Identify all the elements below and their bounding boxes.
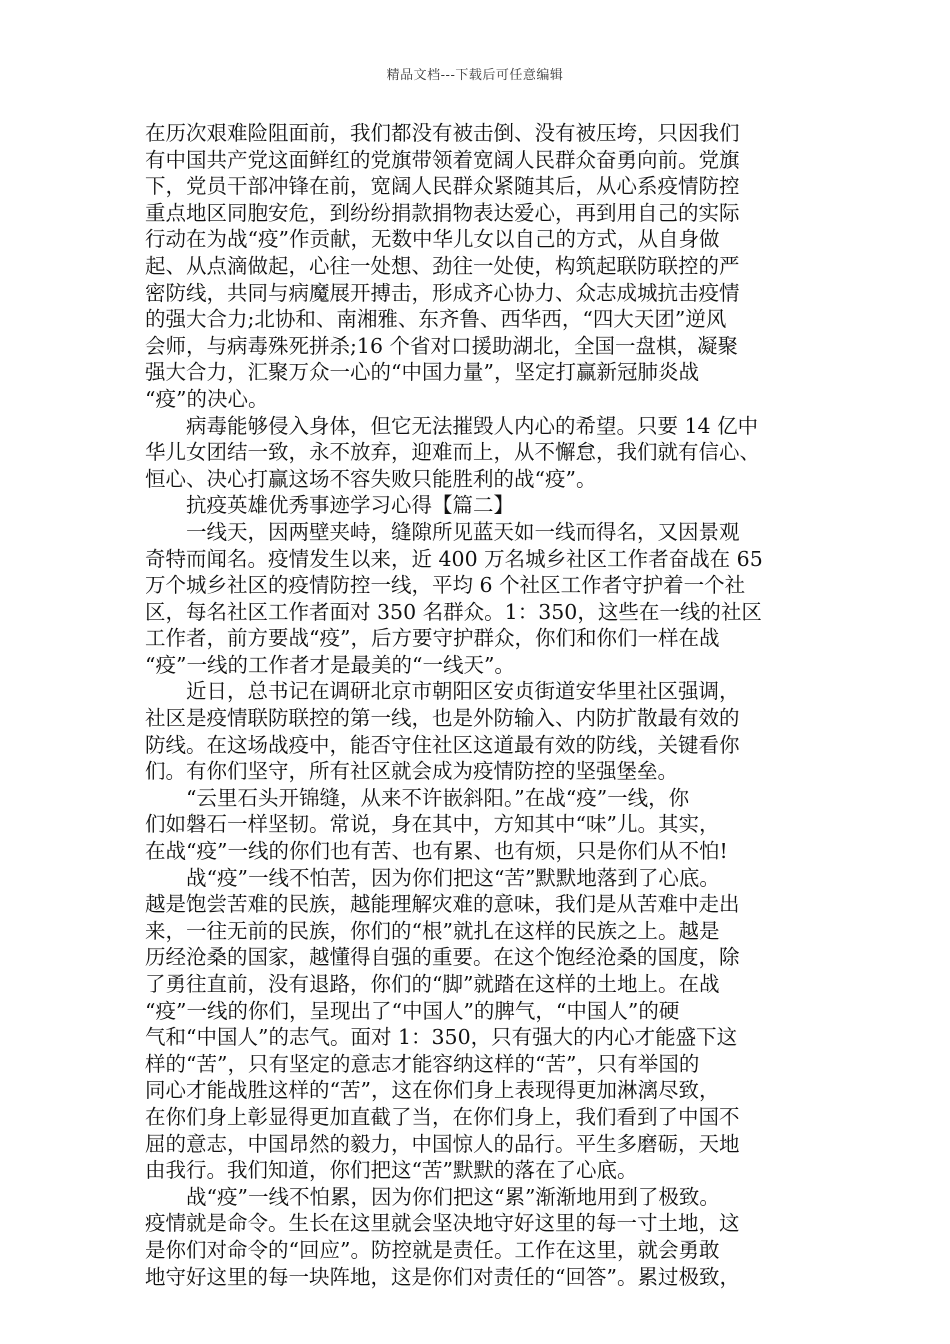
text-line: 一线天，因两壁夹峙，缝隙所见蓝天如一线而得名，又因景观 bbox=[186, 519, 740, 544]
text-line: 会师，与病毒殊死拼杀;16 个省对口援助湖北，全国一盘棋，凝聚 bbox=[145, 333, 739, 358]
text-line: 区，每名社区工作者面对 350 名群众。1：350，这些在一线的社区 bbox=[145, 599, 762, 624]
text-line: 万个城乡社区的疫情防控一线，平均 6 个社区工作者守护着一个社 bbox=[145, 573, 746, 598]
text-line: 历经沧桑的国家，越懂得自强的重要。在这个饱经沧桑的国度，除 bbox=[145, 945, 740, 970]
text-line: 战“疫”一线不怕累，因为你们把这“累”渐渐地用到了极致。 bbox=[186, 1184, 720, 1209]
text-line: 们。有你们坚守，所有社区就会成为疫情防控的坚强堡垒。 bbox=[145, 759, 678, 784]
text-line: 的强大合力;北协和、南湘雅、东齐鲁、西华西，“四大天团”逆风 bbox=[145, 307, 727, 332]
text-line: 抗疫英雄优秀事迹学习心得【篇二】 bbox=[186, 493, 514, 518]
text-line: 密防线，共同与病魔展开搏击，形成齐心协力、众志成城抗击疫情 bbox=[145, 280, 740, 305]
page-header: 精品文档---下载后可任意编辑 bbox=[386, 68, 564, 83]
text-line: 气和“中国人”的志气。面对 1：350，只有强大的内心才能盛下这 bbox=[145, 1025, 738, 1050]
text-line: 同心才能战胜这样的“苦”，这在你们身上表现得更加淋漓尽致， bbox=[145, 1078, 720, 1103]
text-line: 防线。在这场战疫中，能否守住社区这道最有效的防线，关键看你 bbox=[145, 732, 740, 757]
text-line: 了勇往直前，没有退路，你们的“脚”就踏在这样的土地上。在战 bbox=[145, 972, 720, 996]
text-line: 奇特而闻名。疫情发生以来，近 400 万名城乡社区工作者奋战在 65 bbox=[145, 546, 763, 571]
text-line: 起、从点滴做起，心往一处想、劲往一处使，构筑起联防联控的严 bbox=[145, 253, 740, 278]
text-line: 近日，总书记在调研北京市朝阳区安贞街道安华里社区强调， bbox=[186, 679, 740, 704]
text-line: “疫”的决心。 bbox=[145, 386, 269, 411]
text-line: 在你们身上彰显得更加直截了当，在你们身上，我们看到了中国不 bbox=[145, 1104, 740, 1129]
text-line: 来，一往无前的民族，你们的“根”就扎在这样的民族之上。越是 bbox=[145, 918, 720, 943]
text-line: “疫”一线的工作者才是最美的“一线天”。 bbox=[145, 652, 515, 677]
text-line: 社区是疫情联防联控的第一线，也是外防输入、内防扩散最有效的 bbox=[145, 706, 740, 731]
text-line: “云里石头开锦缝，从来不许嵌斜阳。”在战“疫”一线，你 bbox=[186, 785, 690, 810]
text-line: 病毒能够侵入身体，但它无法摧毁人内心的希望。只要 14 亿中 bbox=[186, 413, 759, 438]
text-line: 有中国共产党这面鲜红的党旗带领着宽阔人民群众奋勇向前。党旗 bbox=[145, 147, 740, 172]
text-line: 行动在为战“疫”作贡献，无数中华儿女以自己的方式，从自身做 bbox=[145, 227, 720, 252]
text-line: 越是饱尝苦难的民族，越能理解灾难的意味，我们是从苦难中走出 bbox=[145, 892, 740, 917]
document-body bbox=[145, 120, 825, 1290]
text-line: 恒心、决心打赢这场不容失败只能胜利的战“疫”。 bbox=[145, 466, 597, 491]
text-line: 疫情就是命令。生长在这里就会坚决地守好这里的每一寸土地，这 bbox=[145, 1211, 740, 1236]
text-line: 重点地区同胞安危，到纷纷捐款捐物表达爱心，再到用自己的实际 bbox=[145, 200, 740, 225]
text-line: 屈的意志，中国昂然的毅力，中国惊人的品行。平生多磨砺，天地 bbox=[145, 1131, 740, 1156]
text-line: 地守好这里的每一块阵地，这是你们对责任的“回答”。累过极致， bbox=[145, 1264, 740, 1289]
text-line: 样的“苦”，只有坚定的意志才能容纳这样的“苦”，只有举国的 bbox=[145, 1051, 700, 1076]
text-line: 们如磐石一样坚韧。常说，身在其中，方知其中“味”儿。其实， bbox=[145, 812, 720, 837]
text-line: 在战“疫”一线的你们也有苦、也有累、也有烦，只是你们从不怕! bbox=[145, 839, 728, 864]
text-line: 在历次艰难险阻面前，我们都没有被击倒、没有被压垮，只因我们 bbox=[145, 121, 740, 145]
text-line: 强大合力，汇聚万众一心的“中国力量”，坚定打赢新冠肺炎战 bbox=[145, 360, 699, 385]
text-line: 工作者，前方要战“疫”，后方要守护群众，你们和你们一样在战 bbox=[145, 626, 720, 651]
text-line: 华儿女团结一致，永不放弃，迎难而上，从不懈怠，我们就有信心、 bbox=[145, 440, 760, 465]
text-line: 下，党员干部冲锋在前，宽阔人民群众紧随其后，从心系疫情防控 bbox=[145, 174, 740, 199]
text-line: 由我行。我们知道，你们把这“苦”默默的落在了心底。 bbox=[145, 1158, 638, 1183]
text-line: 战“疫”一线不怕苦，因为你们把这“苦”默默地落到了心底。 bbox=[186, 865, 720, 890]
text-line: 是你们对命令的“回应”。防控就是责任。工作在这里，就会勇敢 bbox=[145, 1237, 720, 1262]
text-line: “疫”一线的你们，呈现出了“中国人”的脾气，“中国人”的硬 bbox=[145, 998, 680, 1023]
